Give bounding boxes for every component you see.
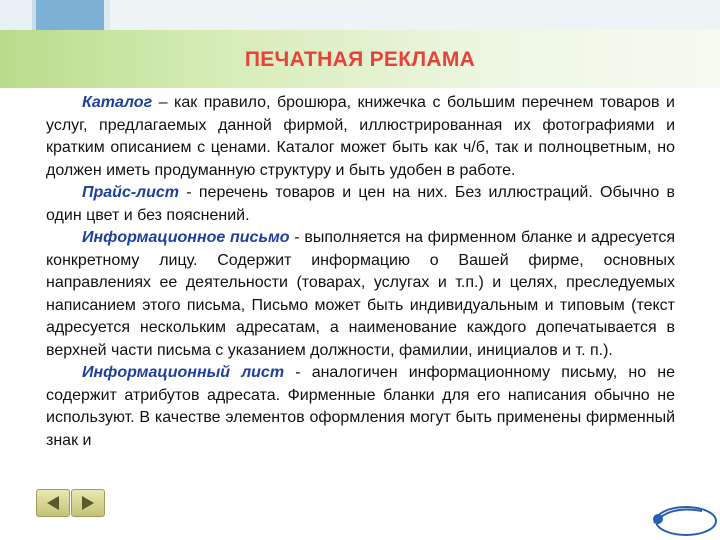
arrow-right-icon bbox=[79, 494, 97, 512]
paragraph-info-letter bbox=[46, 227, 675, 362]
slide-title: ПЕЧАТНАЯ РЕКЛАМА bbox=[244, 48, 476, 71]
paragraph-text: - выполняется на фирменном бланке и адресуется конкретному лицу. Содержит информацию о Вашей фирме, основных направлениях ее деятельности (товарах, услугах и т.п.) и целях, преследуемых написанием этого письма, Письмо может быть индивидуальным и типовым (текст адресуется нескольким адресатам, а наименование каждого допечатывается в верхней части письма с указанием должности, фамилии, инициалов и т. п.). bbox=[46, 229, 676, 359]
next-slide-button[interactable] bbox=[71, 489, 105, 517]
paragraph-text: – как правило, брошюра, книжечка с большим перечнем товаров и услуг, предлагаемых данной фирмой, иллюстрированная их фотографиями и кратким описанием с ценами. Каталог может быть как ч/б, так и полноцветным, но должен иметь продуманную структуру и быть удобен в работе. bbox=[46, 94, 675, 179]
paragraph-catalog bbox=[46, 92, 675, 182]
term-catalog: Каталог bbox=[82, 94, 153, 111]
paragraph-text: - аналогичен информационному письму, но не содержит атрибутов адресата. Фирменные бланки для его написания обычно не используют. В качестве элементов оформления могут быть применены фирменный знак и bbox=[46, 364, 676, 449]
logo-icon bbox=[640, 497, 720, 540]
prev-slide-button[interactable] bbox=[36, 489, 70, 517]
term-info-letter: Информационное письмо bbox=[82, 229, 290, 246]
paragraph-info-sheet bbox=[46, 362, 675, 452]
paragraph-text: - перечень товаров и цен на них. Без иллюстраций. Обычно в один цвет и без пояснений. bbox=[46, 184, 675, 224]
slide-text bbox=[46, 92, 675, 452]
term-info-sheet: Информационный лист bbox=[82, 364, 285, 381]
term-price-list: Прайс-лист bbox=[82, 184, 180, 201]
arrow-left-icon bbox=[44, 494, 62, 512]
paragraph-price-list bbox=[46, 182, 675, 227]
